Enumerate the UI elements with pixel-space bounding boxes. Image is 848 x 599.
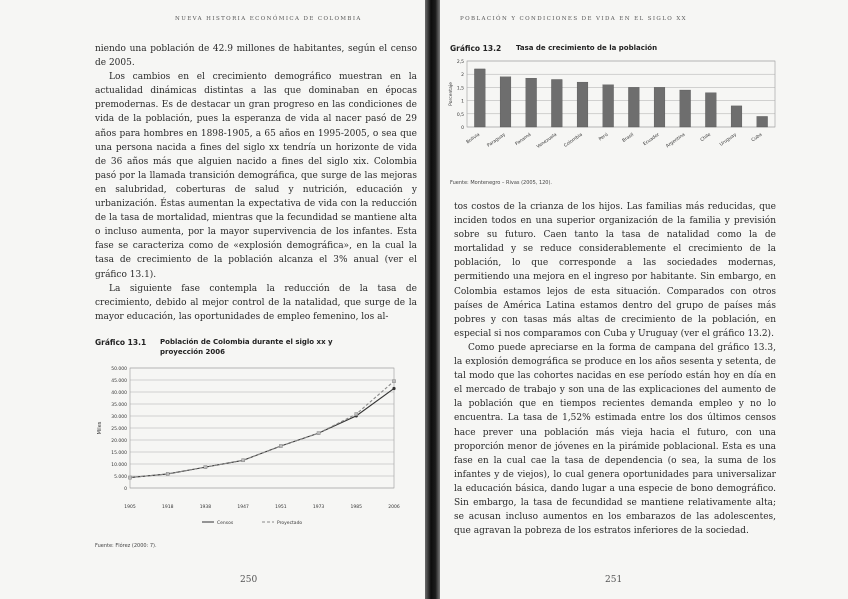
bar <box>628 87 639 127</box>
y-tick-label: 45.000 <box>111 379 127 384</box>
left-paragraph-1: niendo una población de 42.9 millones de habitantes, según el censo de 2005. <box>95 44 417 69</box>
y-tick-label: 15.000 <box>111 451 127 456</box>
data-point <box>392 387 395 390</box>
x-tick-label: Brasil <box>621 132 635 144</box>
x-tick-label: Ecuador <box>642 132 661 148</box>
x-tick-label: 1985 <box>350 505 363 510</box>
x-tick-label: Chile <box>699 132 712 144</box>
bar <box>731 106 742 127</box>
y-tick-label: 25.000 <box>111 427 127 432</box>
y-tick-label: 50.000 <box>111 367 127 372</box>
data-point <box>242 459 245 462</box>
x-tick-label: Cuba <box>750 132 764 144</box>
series-line-proyectado <box>130 381 394 477</box>
bar <box>526 78 537 127</box>
x-tick-label: Argentina <box>665 132 687 150</box>
figure-13-1-title: Población de Colombia durante el siglo xx y proyección 2006 <box>160 338 333 356</box>
left-paragraph-2: Los cambios en el crecimiento demográfico muestran en la actualidad dinámicas distintas a las que dominaban en épocas premodernas. Es de destacar un gran progreso en las condiciones de vida de la población, pues la esperanza de vida al nacer pasó de 29 años para hombres en 1898-1905, a 65 años en 1995-2005, o sea que una persona nacida a fines del siglo xx tendría un horizonte de vida de 36 años más que alguien nacido a fines del siglo xix. Colombia pasó por la llamada transición demográfica, que surge de las mejoras en salubridad, coberturas de salud y nutrición, educación y urbanización. Éstas aumentan la expectativa de vida con la reducción de la tasa de mortalidad, mientras que la fecundidad se mantiene alta o incluso aumenta, por la mayor supervivencia de los infantes. Esta fase se caracteriza como de «explosión demográfica», en la cual la tasa de crecimiento de la población alcanza el 3% anual (ver el gráfico 13.1). <box>95 72 417 280</box>
y-axis-label: Porcentaje <box>449 82 454 106</box>
figure-13-2-label: Gráfico 13.2 <box>450 44 502 53</box>
y-tick-label: 0,5 <box>456 112 464 118</box>
y-tick-label: 5.000 <box>114 475 127 480</box>
figure-13-2-title: Tasa de crecimiento de la población <box>516 44 658 52</box>
data-point <box>279 444 282 447</box>
bar <box>577 82 588 127</box>
bar <box>654 87 665 127</box>
data-point <box>166 472 169 475</box>
y-tick-label: 40.000 <box>111 391 127 396</box>
figure-13-1-source: Fuente: Flórez (2000: 7). <box>95 543 157 549</box>
growth-bar-chart <box>445 55 785 180</box>
y-tick-label: 20.000 <box>111 439 127 444</box>
y-tick-label: 30.000 <box>111 415 127 420</box>
plot-frame <box>467 61 775 127</box>
book-spine <box>425 0 440 599</box>
left-paragraph-3: La siguiente fase contempla la reducción de la tasa de crecimiento, debido al mejor control de la natalidad, que surge de la mayor educación, las oportunidades de empleo femenino, los al- <box>95 283 417 322</box>
x-tick-label: Bolivia <box>465 132 481 146</box>
data-point <box>317 432 320 435</box>
folio-left: 250 <box>240 575 258 585</box>
data-point <box>355 412 358 415</box>
x-tick-label: 1938 <box>199 505 212 510</box>
bar <box>500 77 511 127</box>
legend-label: Proyectado <box>277 521 303 526</box>
right-paragraph-2: Como puede apreciarse en la forma de campana del gráfico 13.3, la explosión demográfica se produce en los años sesenta y setenta, de tal modo que las cohortes nacidas en ese período están hoy en día en el mercado de trabajo y son una de las explicaciones del aumento de la población que en tiempos recientes demanda empleo y no lo encuentra. La tasa de 1,52% estimada entre los dos últimos censos hace prever una población más vieja hacia el futuro, con una proporción menor de jóvenes en la pirámide poblacional. Esta es una fase en la cual cae la tasa de dependencia (o sea, la suma de los infantes y de viejos), lo cual genera oportunidades para universalizar la educación básica, dando lugar a una especie de bono demográfico. Sin embargo, la tasa de fecundidad se mantiene relativamente alta; se acusan incluso aumentos en los embarazos de las adolescentes, que agravan la pobreza de los estratos inferiores de la sociedad. <box>454 342 776 537</box>
y-tick-label: 2 <box>461 73 464 79</box>
bar <box>757 116 768 127</box>
data-point <box>204 466 207 469</box>
x-tick-label: Perú <box>598 132 610 143</box>
x-tick-label: 1947 <box>237 505 249 510</box>
figure-13-1-label: Gráfico 13.1 <box>95 338 147 347</box>
y-axis-label: Miles <box>97 421 103 435</box>
bar <box>680 90 691 127</box>
data-point <box>128 476 131 479</box>
bar <box>705 93 716 127</box>
x-tick-label: Venezuela <box>536 132 558 150</box>
running-head-right: POBLACIÓN Y CONDICIONES DE VIDA EN EL SIGLO XX <box>460 16 687 22</box>
x-tick-label: Colombia <box>563 132 584 149</box>
x-tick-label: 2006 <box>388 505 400 510</box>
right-body-text <box>454 200 776 538</box>
right-paragraph-1: tos costos de la crianza de los hijos. Las familias más reducidas, que inciden todos en una superior organización de la familia y previsión sobre su futuro. Caen tanto la tasa de natalidad como la de mortalidad y se reduce considerablemente el crecimiento de la población, lo que corresponde a las sociedades modernas, permitiendo una mejora en el ingreso por habitante. Sin embargo, en Colombia estamos lejos de esta situación. Comparados con otros países de América Latina estamos dentro del grupo de países más pobres y con tasas más altas de crecimiento de la población, en especial si nos comparamos con Cuba y Uruguay (ver el gráfico 13.2). <box>454 202 776 339</box>
x-tick-label: 1918 <box>161 505 174 510</box>
left-body-text <box>95 42 417 324</box>
bar <box>551 79 562 127</box>
y-tick-label: 1,5 <box>456 86 464 92</box>
population-line-chart <box>92 360 402 545</box>
y-tick-label: 0 <box>124 487 127 492</box>
running-head-left: NUEVA HISTORIA ECONÓMICA DE COLOMBIA <box>175 16 362 22</box>
x-tick-label: 1973 <box>312 505 325 510</box>
x-tick-label: Panamá <box>514 132 533 147</box>
y-tick-label: 0 <box>461 126 464 131</box>
y-tick-label: 2,5 <box>456 60 464 65</box>
folio-right: 251 <box>605 575 623 585</box>
y-tick-label: 35.000 <box>111 403 127 408</box>
x-tick-label: 1951 <box>275 505 287 510</box>
x-tick-label: Uruguay <box>719 132 738 148</box>
x-tick-label: Paraguay <box>486 132 507 149</box>
bar <box>603 85 614 127</box>
y-tick-label: 1 <box>461 99 464 105</box>
legend-label: Censos <box>217 521 234 526</box>
bar <box>474 69 485 127</box>
right-page <box>440 0 848 599</box>
data-point <box>392 380 395 383</box>
y-tick-label: 10.000 <box>111 463 127 468</box>
figure-13-2-source: Fuente: Montenegro – Rivas (2005, 120). <box>450 180 553 186</box>
x-tick-label: 1905 <box>124 505 136 510</box>
